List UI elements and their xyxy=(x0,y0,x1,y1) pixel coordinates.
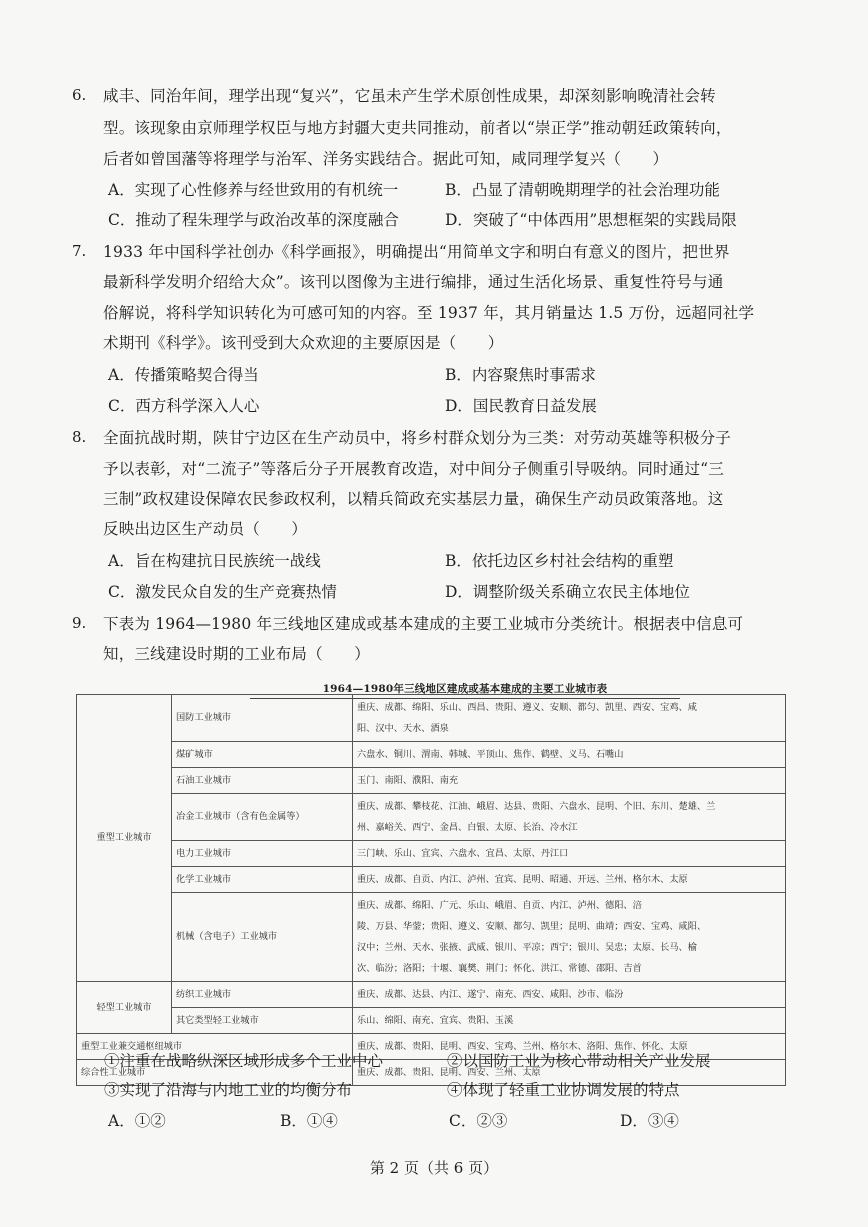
table-row xyxy=(77,867,786,893)
question-9-number: 9. xyxy=(72,614,87,632)
table-subcategory: 煤矿城市 xyxy=(172,742,353,768)
table-subcategory: 其它类型轻工业城市 xyxy=(172,1008,353,1034)
table-cities: 重庆、成都、绵阳、乐山、西昌、贵阳、遵义、安顺、都匀、凯里、西安、宝鸡、咸 阳、汉中、天水、酒泉 xyxy=(353,695,786,742)
question-6-option-b: B．凸显了清朝晚期理学的社会治理功能 xyxy=(445,181,720,199)
table-cities: 六盘水、铜川、渭南、韩城、平顶山、焦作、鹤壁、义马、石嘴山 xyxy=(353,742,786,768)
table-cities: 重庆、成都、贵阳、昆明、西安、兰州、太原 xyxy=(353,1060,786,1086)
table-category-light: 轻型工业城市 xyxy=(77,982,172,1034)
table-row xyxy=(77,794,786,841)
table-cities: 三门峡、乐山、宜宾、六盘水、宜昌、太原、丹江口 xyxy=(353,841,786,867)
statement-3: ③实现了沿海与内地工业的均衡分布 xyxy=(104,1081,353,1099)
table-row xyxy=(77,1008,786,1034)
table-row xyxy=(77,742,786,768)
table-subcategory: 纺织工业城市 xyxy=(172,982,353,1008)
table-subcategory: 冶金工业城市（含有色金属等） xyxy=(172,794,353,841)
table-subcategory: 石油工业城市 xyxy=(172,768,353,794)
question-9-option-d: D．③④ xyxy=(620,1112,679,1130)
industrial-cities-table xyxy=(76,694,786,1086)
question-8-option-c: C．激发民众自发的生产竞赛热情 xyxy=(108,583,337,601)
table-title: 1964—1980年三线地区建成或基本建成的主要工业城市表 xyxy=(250,681,680,699)
table-row xyxy=(77,768,786,794)
table-cities: 乐山、绵阳、南充、宜宾、贵阳、玉溪 xyxy=(353,1008,786,1034)
table-category-transport: 重型工业兼交通枢纽城市 xyxy=(77,1034,353,1060)
question-7-option-a: A．传播策略契合得当 xyxy=(108,366,259,384)
table-category-comprehensive: 综合性工业城市 xyxy=(77,1060,353,1086)
statement-2: ②以国防工业为核心带动相关产业发展 xyxy=(447,1052,711,1070)
question-9-option-a: A．①② xyxy=(108,1112,166,1130)
table-cities: 重庆、成都、达县、内江、遂宁、南充、西安、咸阳、沙市、临汾 xyxy=(353,982,786,1008)
question-6-number: 6. xyxy=(72,86,87,104)
table-category-heavy: 重型工业城市 xyxy=(77,695,172,982)
question-8-option-a: A．旨在构建抗日民族统一战线 xyxy=(108,552,321,570)
table-subcategory: 电力工业城市 xyxy=(172,841,353,867)
question-6-line-3: 后者如曾国藩等将理学与治军、洋务实践结合。据此可知，咸同理学复兴（ ） xyxy=(103,150,669,168)
table-row xyxy=(77,695,786,742)
question-7-line-4: 术期刊《科学》。该刊受到大众欢迎的主要原因是（ ） xyxy=(103,334,504,352)
page-footer: 第 2 页（共 6 页） xyxy=(369,1159,499,1177)
statement-1: ①注重在战略纵深区域形成多个工业中心 xyxy=(104,1052,384,1070)
question-7-number: 7. xyxy=(72,242,87,260)
question-7-option-d: D．国民教育日益发展 xyxy=(445,397,597,415)
question-7-line-2: 最新科学发明介绍给大众”。该刊以图像为主进行编排，通过生活化场景、重复性符号与通 xyxy=(103,273,724,291)
question-8-line-4: 反映出边区生产动员（ ） xyxy=(103,520,308,538)
question-8-line-2: 予以表彰，对“二流子”等落后分子开展教育改造，对中间分子侧重引导吸纳。同时通过“三 xyxy=(103,460,724,478)
question-9-line-2: 知，三线建设时期的工业布局（ ） xyxy=(103,645,370,663)
table-row xyxy=(77,893,786,982)
question-7-option-b: B．内容聚焦时事需求 xyxy=(445,366,596,384)
question-7-option-c: C．西方科学深入人心 xyxy=(108,397,260,415)
question-8-option-d: D．调整阶级关系确立农民主体地位 xyxy=(445,583,690,601)
table-row xyxy=(77,982,786,1008)
question-8-line-3: 三制”政权建设保障农民参政权利，以精兵简政充实基层力量，确保生产动员政策落地。这 xyxy=(103,490,724,508)
question-8-number: 8. xyxy=(72,428,87,446)
question-8-option-b: B．依托边区乡村社会结构的重塑 xyxy=(445,552,674,570)
question-6-option-d: D．突破了“中体西用”思想框架的实践局限 xyxy=(445,211,737,229)
table-cities: 重庆、成都、攀枝花、江油、峨眉、达县、贵阳、六盘水、昆明、个旧、东川、楚雄、兰 州、嘉峪关、西宁、金昌、白银、太原、长治、冷水江 xyxy=(353,794,786,841)
question-8-line-1: 全面抗战时期，陕甘宁边区在生产动员中，将乡村群众划分为三类：对劳动英雄等积极分子 xyxy=(103,429,732,447)
question-6-line-2: 型。该现象由京师理学权臣与地方封疆大吏共同推动，前者以“崇正学”推动朝廷政策转向， xyxy=(103,119,732,137)
table-subcategory: 机械（含电子）工业城市 xyxy=(172,893,353,982)
question-9-line-1: 下表为 1964—1980 年三线地区建成或基本建成的主要工业城市分类统计。根据表中信息可 xyxy=(103,615,744,633)
statement-4: ④体现了轻重工业协调发展的特点 xyxy=(447,1081,680,1099)
question-9-option-b: B．①④ xyxy=(280,1112,338,1130)
question-7-line-3: 俗解说，将科学知识转化为可感可知的内容。至 1937 年，其月销量达 1.5 万份，远超同社学 xyxy=(103,304,755,322)
table-subcategory: 化学工业城市 xyxy=(172,867,353,893)
table-cities: 重庆、成都、自贡、内江、泸州、宜宾、昆明、昭通、开远、兰州、格尔木、太原 xyxy=(353,867,786,893)
question-6-option-c: C．推动了程朱理学与政治改革的深度融合 xyxy=(108,211,399,229)
table-cities: 重庆、成都、贵阳、昆明、西安、宝鸡、兰州、格尔木、洛阳、焦作、怀化、太原 xyxy=(353,1034,786,1060)
question-7-line-1: 1933 年中国科学社创办《科学画报》，明确提出“用简单文字和明白有意义的图片，把世界 xyxy=(103,243,730,261)
table-subcategory: 国防工业城市 xyxy=(172,695,353,742)
question-9-option-c: C．②③ xyxy=(449,1112,508,1130)
table-row xyxy=(77,841,786,867)
table-cities: 重庆、成都、绵阳、广元、乐山、峨眉、自贡、内江、泸州、德阳、涪 陵、万县、华蓥；贵阳、遵义、安顺、都匀、凯里；昆明、曲靖；西安、宝鸡、咸阳、 汉中；兰州、天水、张掖、武威、银川、平凉；西宁；银川、吴忠；太原、长马、榆 次、临汾；洛阳；十堰、襄樊、荆门；怀化、洪江、常德、邵阳、吉首 xyxy=(353,893,786,982)
table-cities: 玉门、南阳、濮阳、南充 xyxy=(353,768,786,794)
question-6-option-a: A．实现了心性修养与经世致用的有机统一 xyxy=(108,181,399,199)
question-6-line-1: 咸丰、同治年间，理学出现“复兴”，它虽未产生学术原创性成果，却深刻影响晚清社会转 xyxy=(103,87,716,105)
